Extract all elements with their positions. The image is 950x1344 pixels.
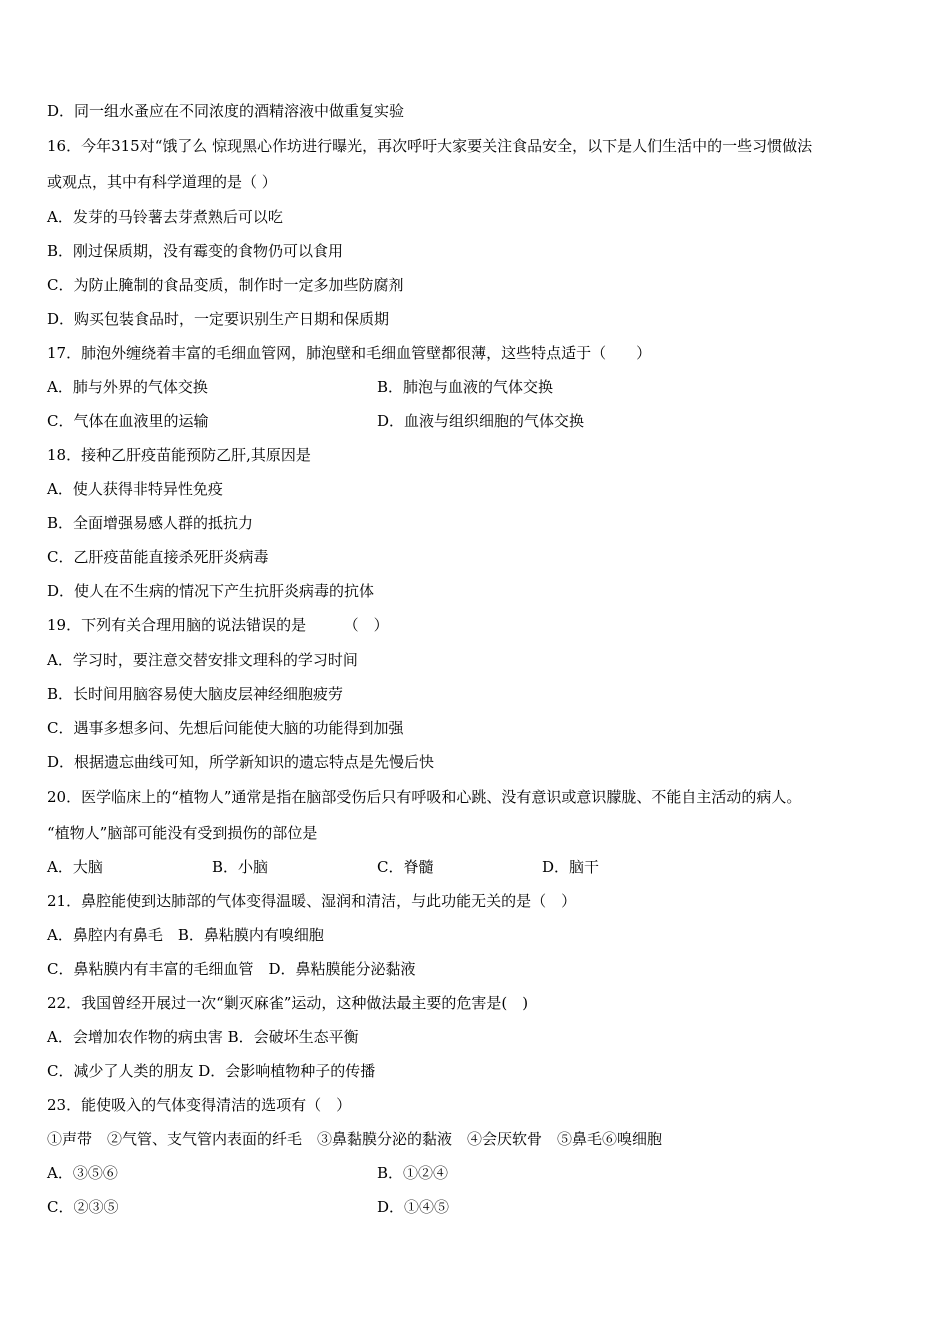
q23-option-b: B．①②④ [377,1164,449,1182]
q21-options-cd: C．鼻粘膜内有丰富的毛细血管 D．鼻粘膜能分泌黏液 [47,960,416,978]
q22-options-cd: C．减少了人类的朋友 D．会影响植物种子的传播 [47,1062,376,1080]
q18-stem: 18．接种乙肝疫苗能预防乙肝,其原因是 [47,446,311,464]
q22-stem: 22．我国曾经开展过一次“剿灭麻雀”运动，这种做法最主要的危害是( ) [47,994,529,1012]
q17-option-c: C．气体在血液里的运输 [47,412,209,430]
q20-option-c: C．脊髓 [377,858,434,876]
q19-option-c: C．遇事多想多问、先想后问能使大脑的功能得到加强 [47,719,404,737]
q20-stem-line2: “植物人”脑部可能没有受到损伤的部位是 [47,824,318,842]
q23-option-c: C．②③⑤ [47,1198,119,1216]
q20-option-b: B．小脑 [212,858,269,876]
q16-option-b: B．刚过保质期，没有霉变的食物仍可以食用 [47,242,344,260]
q17-option-b: B．肺泡与血液的气体交换 [377,378,554,396]
q23-stem: 23．能使吸入的气体变得清洁的选项有（ ） [47,1096,352,1114]
q18-option-a: A．使人获得非特异性免疫 [47,480,223,498]
q17-option-d: D．血液与组织细胞的气体交换 [377,412,585,430]
q20-option-d: D．脑干 [542,858,600,876]
q21-options-ab: A．鼻腔内有鼻毛 B．鼻粘膜内有嗅细胞 [47,926,324,944]
q23-option-d: D．①④⑤ [377,1198,450,1216]
q16-option-c: C．为防止腌制的食品变质，制作时一定多加些防腐剂 [47,276,404,294]
q19-option-a: A．学习时，要注意交替安排文理科的学习时间 [47,651,358,669]
q15-option-d: D．同一组水蚤应在不同浓度的酒精溶液中做重复实验 [47,102,405,120]
q18-option-b: B．全面增强易感人群的抵抗力 [47,514,254,532]
q20-stem-line1: 20．医学临床上的“植物人”通常是指在脑部受伤后只有呼吸和心跳、没有意识或意识朦胧、不能自主活动的病人。 [47,788,802,806]
q16-option-d: D．购买包装食品时，一定要识别生产日期和保质期 [47,310,390,328]
q23-option-a: A．③⑤⑥ [47,1164,118,1182]
q17-stem: 17．肺泡外缠绕着丰富的毛细血管网，肺泡壁和毛细血管壁都很薄，这些特点适于（ ） [47,344,652,362]
q18-option-d: D．使人在不生病的情况下产生抗肝炎病毒的抗体 [47,582,375,600]
q20-option-a: A．大脑 [47,858,103,876]
q21-stem: 21．鼻腔能使到达肺部的气体变得温暖、湿润和清洁，与此功能无关的是（ ） [47,892,577,910]
q19-option-b: B．长时间用脑容易使大脑皮层神经细胞疲劳 [47,685,344,703]
q22-options-ab: A．会增加农作物的病虫害 B．会破坏生态平衡 [47,1028,359,1046]
q16-stem-line2: 或观点，其中有科学道理的是（ ） [47,173,277,191]
q16-stem-line1: 16．今年315对“饿了么 惊现黑心作坊进行曝光，再次呼吁大家要关注食品安全，以下是人们生活中的一些习惯做法 [47,137,813,155]
q19-stem: 19．下列有关合理用脑的说法错误的是 （ ） [47,616,389,634]
q17-option-a: A．肺与外界的气体交换 [47,378,208,396]
q16-option-a: A．发芽的马铃薯去芽煮熟后可以吃 [47,208,283,226]
q18-option-c: C．乙肝疫苗能直接杀死肝炎病毒 [47,548,269,566]
q23-items: ①声带 ②气管、支气管内表面的纤毛 ③鼻黏膜分泌的黏液 ④会厌软骨 ⑤鼻毛⑥嗅细胞 [47,1130,663,1148]
q19-option-d: D．根据遗忘曲线可知，所学新知识的遗忘特点是先慢后快 [47,753,435,771]
